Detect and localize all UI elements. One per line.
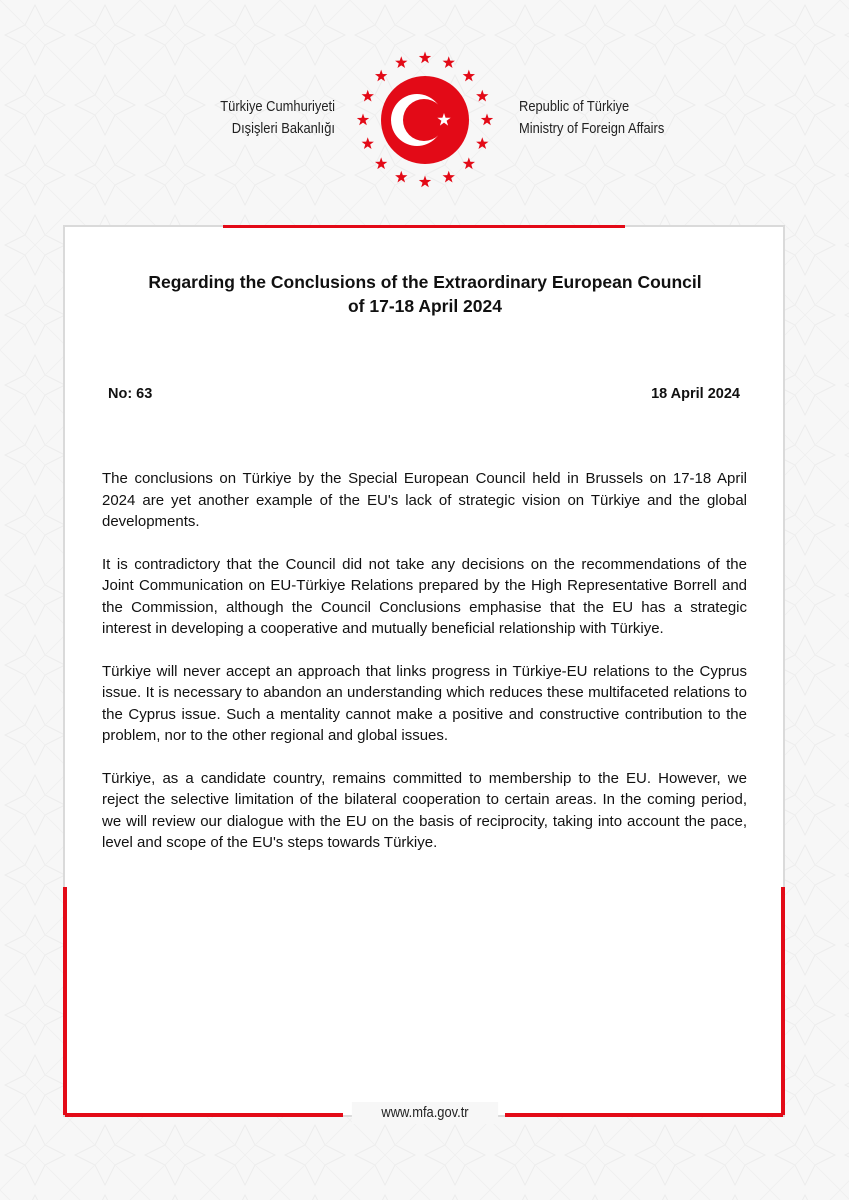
emblem-star-icon: [419, 52, 431, 64]
title-line-1: Regarding the Conclusions of the Extraordinary European Council: [148, 272, 702, 292]
document-body: [102, 468, 747, 875]
header-right-line1: Republic of Türkiye: [519, 98, 630, 115]
header-right-line2: Ministry of Foreign Affairs: [519, 120, 665, 137]
emblem-star-icon: [419, 176, 431, 188]
document-title: [90, 270, 760, 318]
emblem-star-icon: [395, 56, 407, 68]
paragraph-2: It is contradictory that the Council did not take any decisions on the recommendations of the Joint Communication on EU-Türkiye Relations prepared by the High Representative Borrell and the Commission, although the Council Conclusions emphasise that the EU has a strategic interest in developing a cooperative and mutually beneficial relationship with Türkiye.: [102, 555, 747, 637]
press-release-number: No: 63: [108, 386, 153, 402]
emblem-star-icon: [395, 171, 407, 183]
press-release-date: 18 April 2024: [651, 386, 740, 402]
emblem-star-icon: [362, 137, 374, 149]
crescent-star-emblem-icon: [352, 47, 498, 193]
emblem-star-icon: [357, 114, 369, 126]
header-left-line1: Türkiye Cumhuriyeti: [220, 98, 335, 115]
emblem-star-icon: [362, 90, 374, 102]
paragraph-4: Türkiye, as a candidate country, remains committed to membership to the EU. However, we reject the selective limitation of the bilateral cooperation to certain areas. In the coming period, we will review our dialogue with the EU on the basis of reciprocity, taking into account the pace, level and scope of the EU's steps towards Türkiye.: [102, 769, 747, 851]
emblem-star-icon: [481, 114, 493, 126]
emblem-star-icon: [375, 157, 387, 169]
emblem-star-icon: [463, 157, 475, 169]
header-ministry-english: [519, 96, 725, 140]
footer-website-link[interactable]: www.mfa.gov.tr: [352, 1102, 498, 1124]
paragraph-1: The conclusions on Türkiye by the Special European Council held in Brussels on 17-18 April 2024 are yet another example of the EU's lack of strategic vision on Türkiye and the global developments.: [102, 470, 747, 530]
emblem-star-icon: [476, 137, 488, 149]
header-ministry-turkish: [176, 96, 335, 140]
emblem-star-icon: [443, 171, 455, 183]
title-line-2: of 17-18 April 2024: [347, 296, 502, 316]
emblem-star-icon: [463, 70, 475, 82]
paragraph-3: Türkiye will never accept an approach that links progress in Türkiye-EU relations to the Cyprus issue. It is necessary to abandon an understanding which reduces these multifaceted relations to the Cyprus issue. Such a mentality cannot make a positive and constructive contribution to the problem, nor to the other regional and global issues.: [102, 662, 747, 744]
emblem-star-icon: [375, 70, 387, 82]
emblem-star-icon: [476, 90, 488, 102]
header-left-line2: Dışişleri Bakanlığı: [231, 120, 335, 137]
emblem-star-icon: [443, 56, 455, 68]
